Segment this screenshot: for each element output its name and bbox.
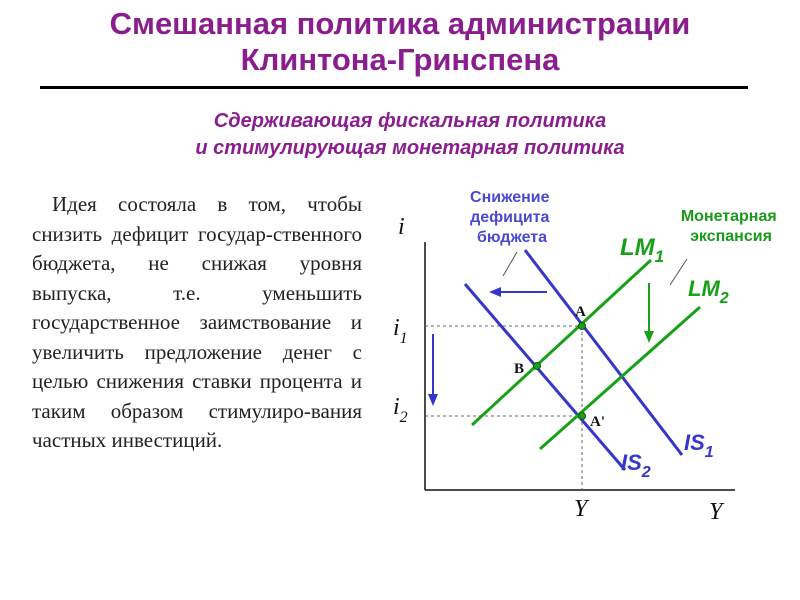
is2-label: $IS_2$ bbox=[621, 450, 651, 481]
explanation-paragraph: Идея состояла в том, чтобы снизить дефицит государ-ственного бюджета, не снижая уровня выпуска, т.е. уменьшить государственное заимствование и увеличить предложение денег с целью снижения ставки процента и таким образом стимулиро-вания частных инвестиций. bbox=[32, 192, 362, 452]
point-a-label: A bbox=[575, 304, 586, 320]
lm2-label: $LM_2$ bbox=[688, 276, 729, 307]
lm2-curve bbox=[540, 307, 700, 449]
subtitle-line2: и стимулирующая монетарная политика bbox=[195, 137, 625, 159]
point-b-marker bbox=[534, 363, 541, 370]
point-a-prime-label: A' bbox=[590, 414, 605, 430]
point-a-prime-marker bbox=[579, 413, 586, 420]
x-tick-y-label: Y bbox=[574, 496, 588, 522]
page-title-line1: Смешанная политика администрации bbox=[109, 6, 691, 41]
point-a-marker bbox=[579, 323, 586, 330]
x-axis-label: Y bbox=[709, 499, 723, 525]
y-axis-label: i bbox=[398, 214, 405, 240]
point-b-label: B bbox=[514, 361, 525, 377]
i2-label: $i_2$ bbox=[393, 394, 408, 426]
is1-label: $IS_1$ bbox=[684, 430, 714, 461]
monetary-expansion-note: Монетарная экспансия bbox=[680, 208, 777, 245]
deficit-reduction-note: Снижение дефицита бюджета bbox=[470, 189, 550, 246]
is2-curve bbox=[465, 284, 625, 470]
deficit-note-leader bbox=[503, 252, 517, 276]
monetary-note-leader bbox=[670, 259, 687, 285]
subtitle-line1: Сдерживающая фискальная политика bbox=[213, 110, 607, 132]
i1-label: $i_1$ bbox=[393, 315, 408, 347]
lm1-curve bbox=[472, 260, 651, 425]
page-title-line2: Клинтона-Гринспена bbox=[240, 42, 560, 77]
lm1-label: $LM_1$ bbox=[620, 234, 665, 266]
